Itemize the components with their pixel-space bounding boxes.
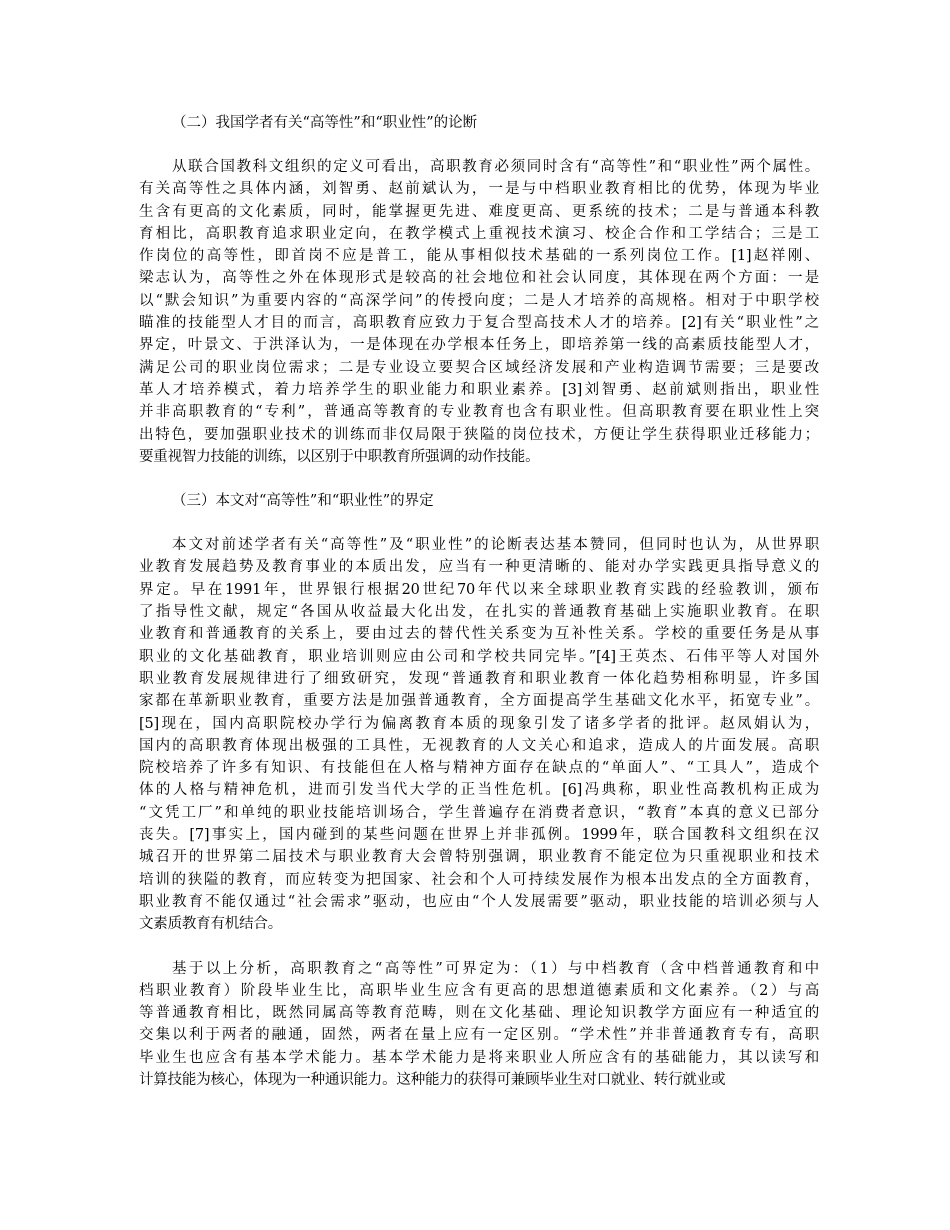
text-line: 业教育和普通教育的关系上，要由过去的替代性关系变为互补性关系。学校的重要任务是从事 <box>139 626 819 643</box>
text-line: 院校培养了许多有知识、有技能但在人格与精神方面存在缺点的“单面人”、“工具人”，造成个 <box>139 760 819 777</box>
text-line: 国内的高职教育体现出极强的工具性，无视教育的人文关心和追求，造成人的片面发展。高职 <box>139 737 819 754</box>
text-line: 瞄准的技能型人才目的而言，高职教育应致力于复合型高技术人才的培养。[2]有关“职业性”之 <box>139 315 819 332</box>
text-line: 出特色，要加强职业技术的训练而非仅局限于狭隘的岗位技术，方便让学生获得职业迁移能力； <box>139 426 819 443</box>
text-line: 交集以利于两者的融通，固然，两者在量上应有一定区别。“学术性”并非普通教育专有，高职 <box>139 1027 819 1044</box>
section-heading-3: （三）本文对“高等性”和“职业性”的界定 <box>172 493 434 510</box>
text-line: 有关高等性之具体内涵，刘智勇、赵前斌认为，一是与中档职业教育相比的优势，体现为毕业 <box>139 181 819 198</box>
text-line: 要重视智力技能的训练，以区别于中职教育所强调的动作技能。 <box>139 448 540 465</box>
text-line: 体的人格与精神危机，进而引发当代大学的正当性危机。[6]冯典称，职业性高教机构正成为 <box>139 782 819 799</box>
text-line: 育相比，高职教育追求职业定向，在教学模式上重视技术演习、校企合作和工学结合；三是工 <box>139 225 819 242</box>
text-line: 了指导性文献，规定“各国从收益最大化出发，在扎实的普通教育基础上实施职业教育。在职 <box>139 604 819 621</box>
paragraph-analysis <box>139 958 819 1092</box>
text-line: 等普通教育相比，既然同属高等教育范畴，则在文化基础、理论知识教学方面应有一种适宜的 <box>139 1005 819 1022</box>
section-heading-2: （二）我国学者有关“高等性”和“职业性”的论断 <box>172 115 478 131</box>
text-line: 梁志认为，高等性之外在体现形式是较高的社会地位和社会认同度，其体现在两个方面：一是 <box>139 270 819 287</box>
text-line: 计算技能为核心，体现为一种通识能力。这种能力的获得可兼顾毕业生对口就业、转行就业或 <box>139 1071 726 1088</box>
text-line: 界定。早在1991年，世界银行根据20世纪70年代以来全球职业教育实践的经验教训，颁布 <box>139 581 819 598</box>
text-line: 满足公司的职业岗位需求；二是专业设立要契合区域经济发展和产业构造调节需要；三是要改 <box>139 359 819 376</box>
text-line: [5]现在，国内高职院校办学行为偏离教育本质的现象引发了诸多学者的批评。赵凤娟认为， <box>139 715 819 732</box>
text-line: 本文对前述学者有关“高等性”及“职业性”的论断表达基本赞同，但同时也认为，从世界职 <box>172 537 819 554</box>
text-line: 基于以上分析，高职教育之“高等性”可界定为：（1）与中档教育（含中档普通教育和中 <box>172 960 819 977</box>
text-line: 毕业生也应含有基本学术能力。基本学术能力是将来职业人所应含有的基础能力，其以读写和 <box>139 1049 819 1066</box>
document-page <box>139 104 819 1113</box>
text-line: 职业教育发展规律进行了细致研究，发现“普通教育和职业教育一体化趋势相称明显，许多国 <box>139 670 819 687</box>
text-line: 从联合国教科文组织的定义可看出，高职教育必须同时含有“高等性”和“职业性”两个属性。 <box>172 159 819 175</box>
text-line: 生含有更高的文化素质，同时，能掌握更先进、难度更高、更系统的技术；二是与普通本科教 <box>139 203 819 220</box>
text-line: 家都在革新职业教育，重要方法是加强普通教育，全方面提高学生基础文化水平，拓宽专业”。 <box>139 693 819 710</box>
text-line: 职业的文化基础教育，职业培训则应由公司和学校共同完毕。”[4]王英杰、石伟平等人对国外 <box>139 648 819 665</box>
text-line: 作岗位的高等性，即首岗不应是普工，能从事相似技术基础的一系列岗位工作。[1]赵祥刚、 <box>139 248 819 265</box>
text-line: 界定，叶景文、于洪泽认为，一是体现在办学根本任务上，即培养第一线的高素质技能型人才， <box>139 337 819 354</box>
text-line: 并非高职教育的“专利”，普通高等教育的专业教育也含有职业性。但高职教育要在职业性上突 <box>139 404 819 421</box>
text-line: 职业教育不能仅通过“社会需求”驱动，也应由“个人发展需要”驱动，职业技能的培训必须与人 <box>139 893 819 910</box>
paragraph-definitions <box>139 156 819 468</box>
text-line: 丧失。[7]事实上，国内碰到的某些问题在世界上并非孤例。1999年，联合国教科文组织在汉 <box>139 827 819 844</box>
text-line: 以“默会知识”为重要内容的“高深学问”的传授向度；二是人才培养的高规格。相对于中职学校 <box>139 292 819 309</box>
text-line: “文凭工厂”和单纯的职业技能培训场合，学生普遍存在消费者意识，“教育”本真的意义已部分 <box>139 804 819 821</box>
text-line: 文素质教育有机结合。 <box>139 916 282 933</box>
paragraph-scholars-view <box>139 534 819 935</box>
text-line: 档职业教育）阶段毕业生比，高职毕业生应含有更高的思想道德素质和文化素养。（2）与高 <box>139 982 819 999</box>
text-line: 培训的狭隘的教育，而应转变为把国家、社会和个人可持续发展作为根本出发点的全方面教育， <box>139 871 819 888</box>
text-line: 革人才培养模式，着力培养学生的职业能力和职业素养。[3]刘智勇、赵前斌则指出，职业性 <box>139 381 819 398</box>
text-line: 业教育发展趋势及教育事业的本质出发，应当有一种更清晰的、能对办学实践更具指导意义的 <box>139 559 819 576</box>
text-line: 城召开的世界第二届技术与职业教育大会曾特别强调，职业教育不能定位为只重视职业和技术 <box>139 849 819 866</box>
